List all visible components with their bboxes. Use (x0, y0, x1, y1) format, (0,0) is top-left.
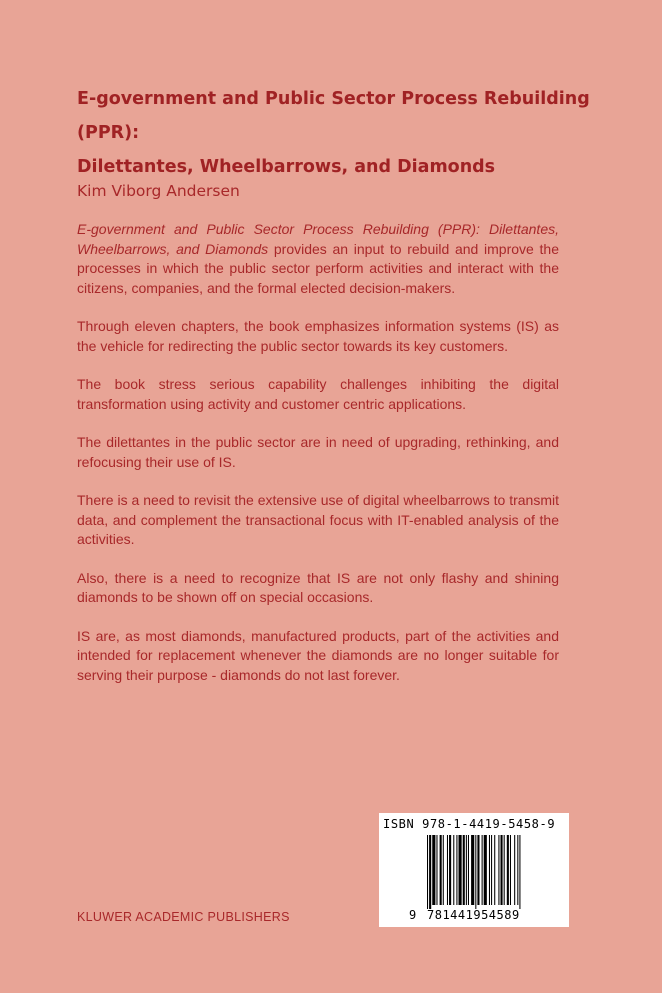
barcode-bar (489, 835, 490, 905)
isbn-label: ISBN 978-1-4419-5458-9 (383, 817, 556, 831)
barcode-bar (501, 835, 503, 905)
book-title (77, 82, 597, 184)
barcode-bar (504, 835, 505, 905)
paragraph-4: There is a need to revisit the extensive use of digital wheelbarrows to transmit data, and complement the transactional focus with IT-enabled analysis of the activities. (77, 492, 559, 547)
barcode-bar (429, 835, 431, 909)
barcode-bars (427, 835, 551, 909)
barcode-bar (491, 835, 492, 905)
barcode-bar (456, 835, 457, 905)
intro-title-italic: E-government and Public Sector Process Rebuilding (PPR): Dilettantes, Wheelbarrows, and Diamonds (77, 221, 559, 257)
barcode-bar (517, 835, 518, 905)
barcode-bar (449, 835, 451, 905)
title-line-2: Dilettantes, Wheelbarrows, and Diamonds (77, 157, 496, 177)
barcode-first-digit: 9 (409, 908, 417, 922)
intro-text: provides an input to rebuild and improve the processes in which the public sector perform activities and interact with the citizens, companies, and the formal elected decision-makers. (77, 240, 560, 296)
barcode-bar (427, 835, 428, 909)
barcode-bar (475, 835, 476, 909)
barcode-bar (471, 835, 474, 905)
barcode-bar (443, 835, 444, 905)
barcode-bar (468, 835, 469, 905)
barcode-bar (514, 835, 515, 905)
barcode-bar (440, 835, 442, 905)
barcode-bar (447, 835, 448, 905)
title-line-1: E-government and Public Sector Process Rebuilding (PPR): (77, 89, 590, 143)
barcode-bar (484, 835, 487, 905)
intro-paragraph (77, 220, 559, 298)
paragraph-2: The book stress serious capability challenges inhibiting the digital transformation using activity and customer centric applications. (77, 376, 559, 412)
barcode-bar (432, 835, 435, 905)
barcode-bar (507, 835, 509, 905)
barcode-bar (482, 835, 483, 905)
paragraph-1: Through eleven chapters, the book emphasizes information systems (IS) as the vehicle for redirecting the public sector towards its key customers. (77, 318, 559, 354)
barcode-digits: 781441954589 (427, 908, 520, 922)
isbn-barcode (379, 813, 569, 927)
barcode-bar (498, 835, 499, 905)
barcode-bar (463, 835, 465, 905)
author-name: Kim Viborg Andersen (77, 182, 240, 200)
barcode-bar (494, 835, 495, 905)
paragraph-6: IS are, as most diamonds, manufactured products, part of the activities and intended for replacement whenever the diamonds are no longer suitable for serving their purpose - diamonds do not last forever. (77, 627, 559, 683)
barcode-bar (510, 835, 511, 905)
barcode-bar (459, 835, 462, 905)
publisher-name: KLUWER ACADEMIC PUBLISHERS (77, 910, 290, 924)
barcode-bar (466, 835, 467, 905)
blurb (77, 220, 559, 704)
paragraph-3: The dilettantes in the public sector are in need of upgrading, rethinking, and refocusing their use of IS. (77, 434, 559, 470)
paragraph-5: Also, there is a need to recognize that IS are not only flashy and shining diamonds to be shown off on special occasions. (77, 569, 559, 605)
barcode-bar (453, 835, 454, 905)
barcode-bar (436, 835, 437, 905)
barcode-bar (477, 835, 479, 905)
barcode-bar (519, 835, 520, 909)
